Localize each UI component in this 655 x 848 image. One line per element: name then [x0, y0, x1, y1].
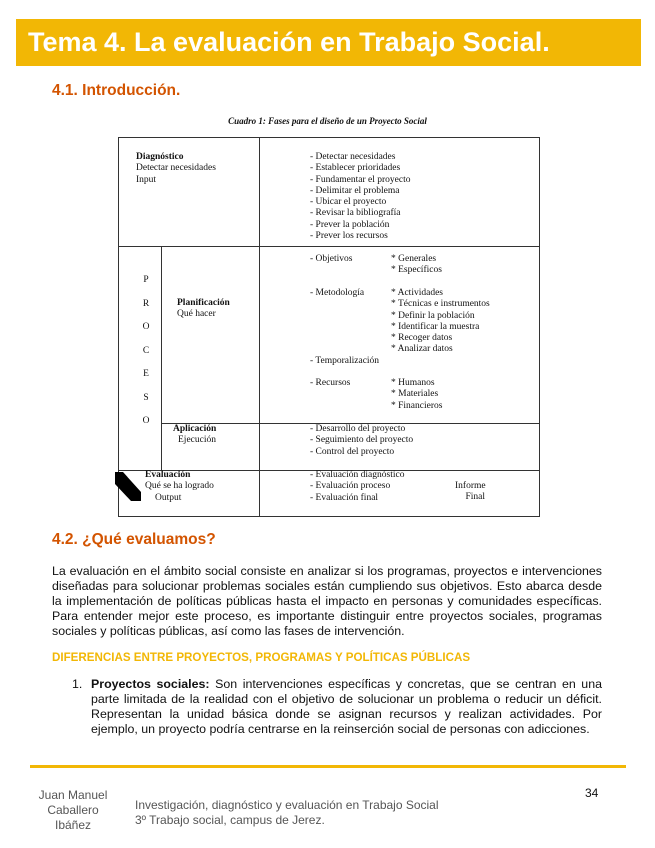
diagnostico-input: Input — [136, 174, 157, 185]
list-item: * Financieros — [391, 400, 443, 411]
list-item: - Prever la población — [310, 219, 390, 230]
aplicacion-sub: Ejecución — [178, 435, 216, 446]
intro-paragraph: La evaluación en el ámbito social consiste en analizar si los programas, proyectos e intervenciones diseñadas para solucionar problemas sociales están cumpliendo sus objetivos. Esto abarca desde la implementación de políticas públicas hasta el impacto en personas y comunidades específicas. Para entender mejor este proceso, es importante distinguir entre proyectos sociales, programas sociales y políticas públicas, así como las fases de intervención. — [52, 564, 602, 638]
course-line: Investigación, diagnóstico y evaluación en Trabajo Social — [135, 798, 439, 812]
author-line: Juan Manuel — [38, 788, 108, 802]
list-item: - Evaluación diagnóstico — [310, 470, 405, 480]
final-label: Final — [465, 492, 485, 503]
list-item: * Analizar datos — [391, 344, 453, 355]
figure-caption: Cuadro 1: Fases para el diseño de un Proyecto Social — [228, 116, 427, 126]
evaluacion-items — [310, 470, 404, 504]
evaluacion-label — [145, 470, 214, 504]
diagnostico-items — [310, 152, 411, 242]
table-row-divider — [119, 246, 539, 247]
objetivos-label: - Objetivos — [310, 254, 353, 264]
list-item: * Definir la población — [391, 310, 475, 321]
list-item: - Establecer prioridades — [310, 163, 401, 174]
evaluacion-sub: Qué se ha logrado — [145, 481, 214, 492]
list-item: * Técnicas e instrumentos — [391, 299, 490, 310]
proceso-vertical-label — [141, 275, 151, 440]
diagnostico-title: Diagnóstico — [136, 152, 184, 162]
proceso-letter: O — [142, 416, 150, 426]
diagnostico-label — [136, 152, 216, 186]
metodologia-items — [391, 288, 490, 356]
list-item: - Seguimiento del proyecto — [310, 435, 414, 446]
list-item: - Evaluación proceso — [310, 481, 391, 492]
list-item: * Específicos — [391, 265, 442, 276]
planificacion-title: Planificación — [177, 298, 230, 308]
aplicacion-label — [173, 424, 216, 447]
arrow-marker-icon — [113, 470, 143, 502]
evaluacion-output: Output — [155, 492, 182, 503]
list-item: * Materiales — [391, 389, 439, 400]
proceso-letter: C — [142, 345, 150, 356]
list-item-number: 1. — [72, 677, 83, 691]
list-item: - Evaluación final — [310, 492, 379, 503]
list-item: - Ubicar el proyecto — [310, 197, 387, 208]
list-item: - Control del proyecto — [310, 446, 395, 457]
proceso-letter: R — [142, 298, 150, 309]
footer-rule — [30, 765, 626, 768]
list-item: * Actividades — [391, 288, 443, 298]
table-inner-divider — [161, 246, 162, 470]
evaluacion-title: Evaluación — [145, 470, 191, 480]
list-item: * Humanos — [391, 378, 435, 388]
footer-course — [135, 798, 439, 828]
list-item: - Fundamentar el proyecto — [310, 174, 411, 185]
list-item: - Desarrollo del proyecto — [310, 424, 406, 434]
differences-subheading: DIFERENCIAS ENTRE PROYECTOS, PROGRAMAS Y POLÍTICAS PÚBLICAS — [52, 651, 471, 664]
objetivos-items — [391, 254, 442, 277]
planificacion-label — [177, 298, 230, 321]
recursos-label: - Recursos — [310, 378, 351, 388]
list-item: - Prever los recursos — [310, 231, 388, 242]
title-banner — [16, 19, 641, 66]
aplicacion-title: Aplicación — [173, 424, 217, 434]
informe-final — [455, 481, 485, 504]
proceso-letter: S — [143, 392, 149, 403]
proceso-letter: P — [143, 275, 149, 285]
list-item: - Detectar necesidades — [310, 152, 396, 162]
section-heading-introduccion: 4.1. Introducción. — [52, 82, 181, 99]
proceso-letter: E — [143, 369, 149, 379]
section-heading-que-evaluamos: 4.2. ¿Qué evaluamos? — [52, 531, 216, 548]
author-line: Caballero — [47, 803, 99, 817]
informe-label: Informe — [455, 481, 486, 491]
table-vertical-divider — [259, 138, 260, 516]
recursos-items — [391, 378, 442, 412]
proceso-letter: O — [142, 322, 150, 332]
page-number: 34 — [585, 786, 599, 800]
footer-author — [28, 788, 118, 833]
course-line: 3º Trabajo social, campus de Jerez. — [135, 813, 325, 827]
list-item: * Recoger datos — [391, 333, 453, 344]
temporalizacion-label: - Temporalización — [310, 356, 380, 366]
author-line: Ibáñez — [54, 818, 92, 832]
aplicacion-items — [310, 424, 413, 458]
list-item-term: Proyectos sociales: — [91, 677, 210, 691]
metodologia-label: - Metodología — [310, 288, 365, 298]
list-item: - Revisar la bibliografía — [310, 208, 401, 219]
page-title: Tema 4. La evaluación en Trabajo Social. — [28, 27, 550, 57]
list-item — [91, 677, 602, 737]
diagnostico-sub: Detectar necesidades — [136, 163, 216, 174]
project-phases-table — [118, 137, 540, 517]
list-item: * Identificar la muestra — [391, 321, 480, 332]
list-item: - Delimitar el problema — [310, 185, 400, 196]
list-item: * Generales — [391, 254, 437, 264]
planificacion-sub: Qué hacer — [177, 309, 216, 320]
list-item-text: Son intervenciones específicas y concretas, que se centran en una parte limitada de la realidad con el objetivo de solucionar un problema o reducir un déficit. Representan la unidad básica donde se asignan recursos y realizan actividades. Por ejemplo, un proyecto podría centrarse en la reinserción social de personas con adicciones. — [91, 677, 602, 736]
